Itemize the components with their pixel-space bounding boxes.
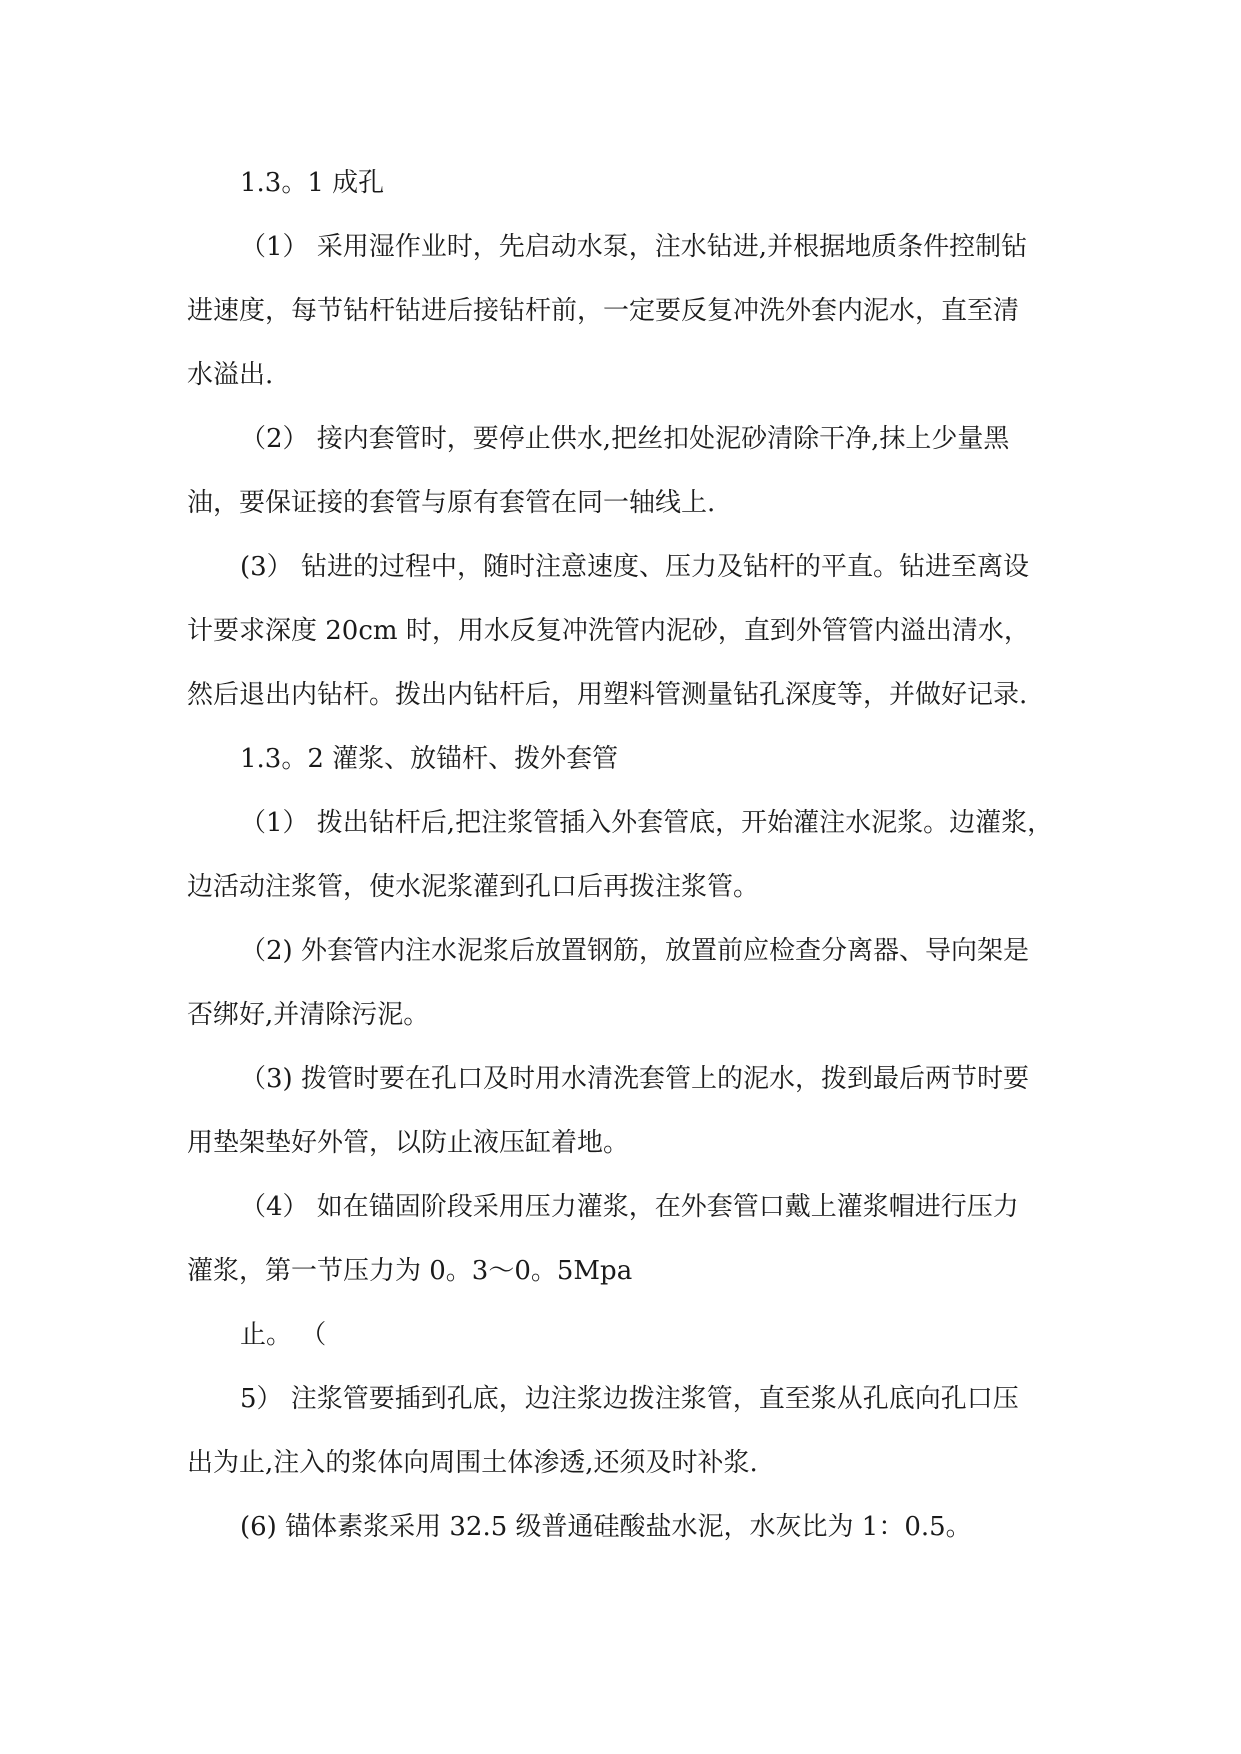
paragraph-line: （1） 采用湿作业时，先启动水泵，注水钻进,并根据地质条件控制钻 — [240, 232, 1028, 262]
paragraph-line: 然后退出内钻杆。拨出内钻杆后，用塑料管测量钻孔深度等，并做好记录. — [187, 680, 1028, 710]
paragraph-line: 计要求深度 20cm 时，用水反复冲洗管内泥砂，直到外管管内溢出清水， — [187, 616, 1030, 646]
paragraph-line: （3) 拨管时要在孔口及时用水清洗套管上的泥水，拨到最后两节时要 — [240, 1064, 1029, 1094]
paragraph-line: (6) 锚体素浆采用 32.5 级普通硅酸盐水泥，水灰比为 1：0.5。 — [240, 1512, 972, 1542]
paragraph-line: (3） 钻进的过程中，随时注意速度、压力及钻杆的平直。钻进至离设 — [240, 552, 1029, 582]
paragraph-line: （2） 接内套管时，要停止供水,把丝扣处泥砂清除干净,抹上少量黑 — [240, 424, 1010, 454]
paragraph-line: （1） 拨出钻杆后,把注浆管插入外套管底，开始灌注水泥浆。边灌浆， — [240, 808, 1054, 838]
paragraph-line: 止。 （ — [240, 1320, 327, 1350]
paragraph-line: （2) 外套管内注水泥浆后放置钢筋，放置前应检查分离器、导向架是 — [240, 936, 1029, 966]
paragraph-line: 用垫架垫好外管，以防止液压缸着地。 — [187, 1128, 630, 1158]
paragraph-line: 出为止,注入的浆体向周围土体渗透,还须及时补浆. — [187, 1448, 758, 1478]
paragraph-line: （4） 如在锚固阶段采用压力灌浆，在外套管口戴上灌浆帽进行压力 — [240, 1192, 1019, 1222]
paragraph-line: 进速度，每节钻杆钻进后接钻杆前，一定要反复冲洗外套内泥水，直至清 — [187, 296, 1020, 326]
section-heading: 1.3。1 成孔 — [240, 168, 385, 198]
paragraph-line: 灌浆，第一节压力为 0。3～0。5Mpa — [187, 1256, 633, 1286]
paragraph-line: 水溢出. — [187, 360, 274, 390]
paragraph-line: 否绑好,并清除污泥。 — [187, 1000, 430, 1030]
paragraph-line: 油，要保证接的套管与原有套管在同一轴线上. — [187, 488, 716, 518]
section-heading: 1.3。2 灌浆、放锚杆、拨外套管 — [240, 744, 619, 774]
paragraph-line: 边活动注浆管，使水泥浆灌到孔口后再拨注浆管。 — [187, 872, 760, 902]
paragraph-line: 5） 注浆管要插到孔底，边注浆边拨注浆管，直至浆从孔底向孔口压 — [240, 1384, 1019, 1414]
